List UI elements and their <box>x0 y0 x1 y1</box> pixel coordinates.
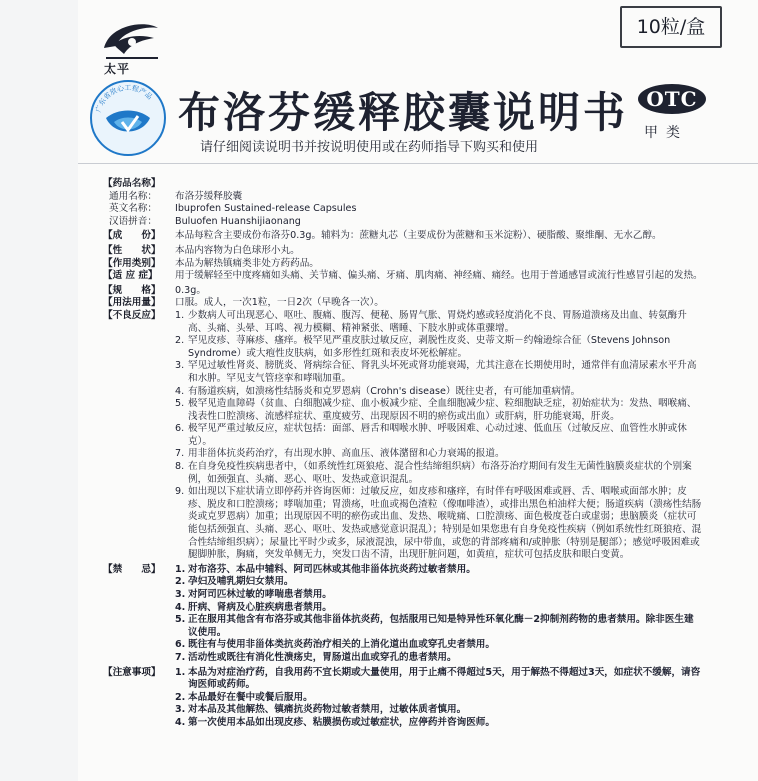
contra-item-number: 6. <box>175 639 186 651</box>
caution-item-number: 3. <box>175 704 186 716</box>
caution-section <box>103 667 703 730</box>
adverse-item-text: 罕见皮疹、荨麻疹、瘙痒。极罕见严重皮肤过敏反应，剥脱性皮炎、史蒂文斯－约翰逊综合征（Stevens Johnson Syndrome）或大疱性皮肤病，如多形性红斑和表皮坏死松解症。 <box>188 335 671 359</box>
caution-item-text: 本品为对症治疗药，自我用药不宜长期或大量使用，用于止痛不得超过5天，用于解热不得超过3天，如症状不缓解，请咨询医师或药师。 <box>188 666 701 691</box>
spec-heading: 【规 格】 <box>103 284 161 296</box>
usage-notice: 请仔细阅读说明书并按说明使用或在药师指导下购买和使用 <box>200 140 539 155</box>
adverse-item-number: 2. <box>175 335 185 347</box>
composition-section <box>103 230 703 243</box>
leaflet-body <box>103 178 703 730</box>
page-margin <box>0 0 78 781</box>
contra-item-text: 正在服用其他含有布洛芬或其他非甾体抗炎药，包括服用已知是特异性环氧化酶－2抑制剂药物的患者禁用。除非医生建议使用。 <box>188 614 694 638</box>
adverse-item-text: 少数病人可出现恶心、呕吐、腹痛、腹泻、便秘、肠胃气胀、胃烧灼感或轻度消化不良、胃肠道溃疡及出血、转氨酶升高、头痛、头晕、耳鸣、视力模糊、精神紧张、嗜睡、下肢水肿或体重骤增。 <box>188 309 687 334</box>
caution-item-text: 本品最好在餐中或餐后服用。 <box>188 691 313 703</box>
contra-item-number: 3. <box>175 589 186 600</box>
contra-item-number: 5. <box>175 614 186 626</box>
contra-item-text: 既往有与使用非甾体类抗炎药治疗相关的上消化道出血或穿孔史者禁用。 <box>188 639 495 651</box>
adverse-item <box>175 448 703 461</box>
adverse-section <box>103 310 703 562</box>
caution-item <box>175 667 703 692</box>
indication-heading: 【适 应 症】 <box>103 270 158 282</box>
caution-item-number: 1. <box>175 666 186 678</box>
otc-class-label: 甲类 <box>644 125 688 141</box>
caution-item-text: 第一次使用本品如出现皮疹、粘膜损伤或过敏症状，应停药并咨询医师。 <box>188 716 495 728</box>
dosage-section <box>103 297 703 310</box>
spec-value: 0.3g。 <box>175 284 206 296</box>
caution-item <box>175 692 703 705</box>
contra-item <box>175 564 703 577</box>
contra-item-number: 2. <box>175 576 186 588</box>
page-title: 布洛芬缓释胶囊说明书 <box>178 88 629 137</box>
composition-value: 本品每粒含主要成份布洛芬0.3g。辅料为：蔗糖丸芯（主要成份为蔗糖和玉米淀粉）、硬脂酸、聚维酮、无水乙醇。 <box>175 230 662 242</box>
brand-name: 太平 <box>104 62 131 76</box>
drug-name-heading: 【药品名称】 <box>103 178 161 189</box>
contra-item-text: 对布洛芬、本品中辅料、阿司匹林或其他非甾体抗炎药过敏者禁用。 <box>188 563 476 575</box>
dosage-heading: 【用法用量】 <box>103 297 161 309</box>
category-heading: 【作用类别】 <box>103 257 161 269</box>
character-section <box>103 245 703 258</box>
adverse-item-number: 7. <box>175 448 185 460</box>
caution-item-number: 4. <box>175 716 186 728</box>
spec-section <box>103 285 703 298</box>
generic-name-row <box>103 191 703 204</box>
contra-item-number: 1. <box>175 563 186 575</box>
pinyin-value: Buluofen Huanshijiaonang <box>175 215 301 227</box>
adverse-list <box>175 310 703 562</box>
english-name-row <box>103 203 703 216</box>
box-count-label: 10粒/盒 <box>620 6 722 48</box>
contra-section <box>103 564 703 665</box>
caution-item-number: 2. <box>175 691 186 703</box>
generic-name-value: 布洛芬缓释胶囊 <box>175 190 243 202</box>
adverse-item-number: 9. <box>175 486 185 498</box>
badge-text: 广东省放心工程产品 <box>94 83 154 114</box>
indication-section <box>103 270 703 283</box>
header-divider <box>78 163 758 164</box>
adverse-item-number: 3. <box>175 360 185 372</box>
contra-item-number: 7. <box>175 651 186 663</box>
adverse-item-number: 8. <box>175 461 185 473</box>
generic-name-label: 通用名称： <box>109 190 157 202</box>
category-value: 本品为解热镇痛类非处方药药品。 <box>175 257 319 269</box>
character-value: 本品内容物为白色球形小丸。 <box>175 244 300 256</box>
contra-item-text: 孕妇及哺乳期妇女禁用。 <box>188 576 294 588</box>
contra-item <box>175 602 703 615</box>
indication-value: 用于缓解轻至中度疼痛如头痛、关节痛、偏头痛、牙痛、肌肉痛、神经痛、痛经。也用于普通感冒或流行性感冒引起的发热。 <box>175 270 703 282</box>
adverse-item <box>175 310 703 335</box>
contra-item <box>175 589 703 602</box>
adverse-item-text: 极罕见严重过敏反应，症状包括：面部、唇舌和咽喉水肿、呼吸困难、心动过速、低血压（过敏反应、血管性水肿或休克）。 <box>188 423 687 447</box>
contra-item-text: 对阿司匹林过敏的哮喘患者禁用。 <box>188 589 332 600</box>
adverse-item-text: 有肠道疾病，如溃疡性结肠炎和克罗恩病（Crohn's disease）既往史者，有可能加重病情。 <box>188 385 581 397</box>
adverse-item <box>175 386 703 399</box>
adverse-heading: 【不良反应】 <box>103 309 161 321</box>
contra-item <box>175 614 703 639</box>
contra-heading: 【禁 忌】 <box>103 563 161 575</box>
adverse-item <box>175 423 703 448</box>
adverse-item-text: 极罕见造血障碍（贫血、白细胞减少症、血小板减少症、全血细胞减少症、粒细胞缺乏症，初始症状为：发热、咽喉痛、浅表性口腔溃疡、流感样症状、重度疲劳、出现原因不明的瘀伤或出血）或肝病，肝功能衰竭，肝炎。 <box>188 398 697 422</box>
contra-item <box>175 576 703 589</box>
category-section <box>103 258 703 271</box>
english-name-value: Ibuprofen Sustained-release Capsules <box>175 203 357 215</box>
contra-item-text: 肝病、肾病及心脏疾病患者禁用。 <box>188 601 332 613</box>
contra-item <box>175 652 703 665</box>
character-heading: 【性 状】 <box>103 244 161 256</box>
adverse-item-number: 4. <box>175 385 185 397</box>
pinyin-row <box>103 216 703 229</box>
caution-list <box>175 667 703 730</box>
adverse-item-text: 用非甾体抗炎药治疗，有出现水肿、高血压、液体潴留和心力衰竭的报道。 <box>188 448 505 460</box>
dosage-value: 口服。成人，一次1粒，一日2次（早晚各一次）。 <box>175 297 384 309</box>
pinyin-label: 汉语拼音： <box>109 215 157 227</box>
adverse-item-number: 5. <box>175 398 185 410</box>
adverse-item <box>175 335 703 360</box>
contra-item <box>175 639 703 652</box>
contra-item-text: 活动性或既往有消化性溃疡史，胃肠道出血或穿孔的患者禁用。 <box>188 651 457 663</box>
adverse-item-text: 如出现以下症状请立即停药并咨询医师：过敏反应，如皮疹和瘙痒，有时伴有呼吸困难或唇、舌、咽喉或面部水肿；皮疹、脱皮和口腔溃疡；哮喘加重；胃溃疡，吐血或褐色渣粒（像咖啡渣），或排出黑色柏油样大便；肠道疾病（溃疡性结肠炎或克罗恩病）加重；出现原因不明的瘀伤或出血、发热、喉咙痛、口腔溃疡、面色极度苍白或虚弱；患脑膜炎（症状可能包括颈强直、头痛、恶心、呕吐、发热或感觉意识混乱）；特别是如果您患有自身免疫性疾病（例如系统性红斑狼疮、混合性结缔组织病）；尿量比平时少或多，尿液混浊，尿中带血，或您的背部疼痛和/或肿胀（特别是腿部）；感觉呼吸困难或腿脚肿胀，胸痛，突发单侧无力，突发口齿不清，出现肝脏问题，如黄疸，症状可包括皮肤和眼白变黄。 <box>188 486 702 561</box>
contra-item-number: 4. <box>175 601 186 613</box>
contra-list <box>175 564 703 665</box>
adverse-item <box>175 398 703 423</box>
adverse-item-number: 1. <box>175 309 185 321</box>
caution-heading: 【注意事项】 <box>103 666 161 678</box>
caution-item-text: 对本品及其他解热、镇痛抗炎药物过敏者禁用，过敏体质者慎用。 <box>188 704 467 716</box>
otc-badge: OTC <box>638 84 706 114</box>
quality-badge-icon <box>88 78 168 158</box>
english-name-label: 英文名称： <box>109 203 157 215</box>
drug-name-section <box>103 178 703 191</box>
caution-item <box>175 717 703 730</box>
adverse-item-text: 在自身免疫性疾病患者中，（如系统性红斑狼疮、混合性结缔组织病）布洛芬治疗期间有发生无菌性脑膜炎症状的个别案例，如颈强直、头痛、恶心、呕吐、发热或意识混乱。 <box>188 461 692 485</box>
composition-heading: 【成 份】 <box>103 230 161 242</box>
adverse-item <box>175 486 703 562</box>
adverse-item-text: 罕见过敏性肾炎、膀胱炎、肾病综合征、肾乳头坏死或肾功能衰竭，尤其注意在长期使用时，通常伴有血清尿素水平升高和水肿。罕见支气管痉挛和哮喘加重。 <box>188 360 697 384</box>
adverse-item <box>175 461 703 486</box>
adverse-item-number: 6. <box>175 423 185 435</box>
caution-item <box>175 704 703 717</box>
adverse-item <box>175 360 703 385</box>
